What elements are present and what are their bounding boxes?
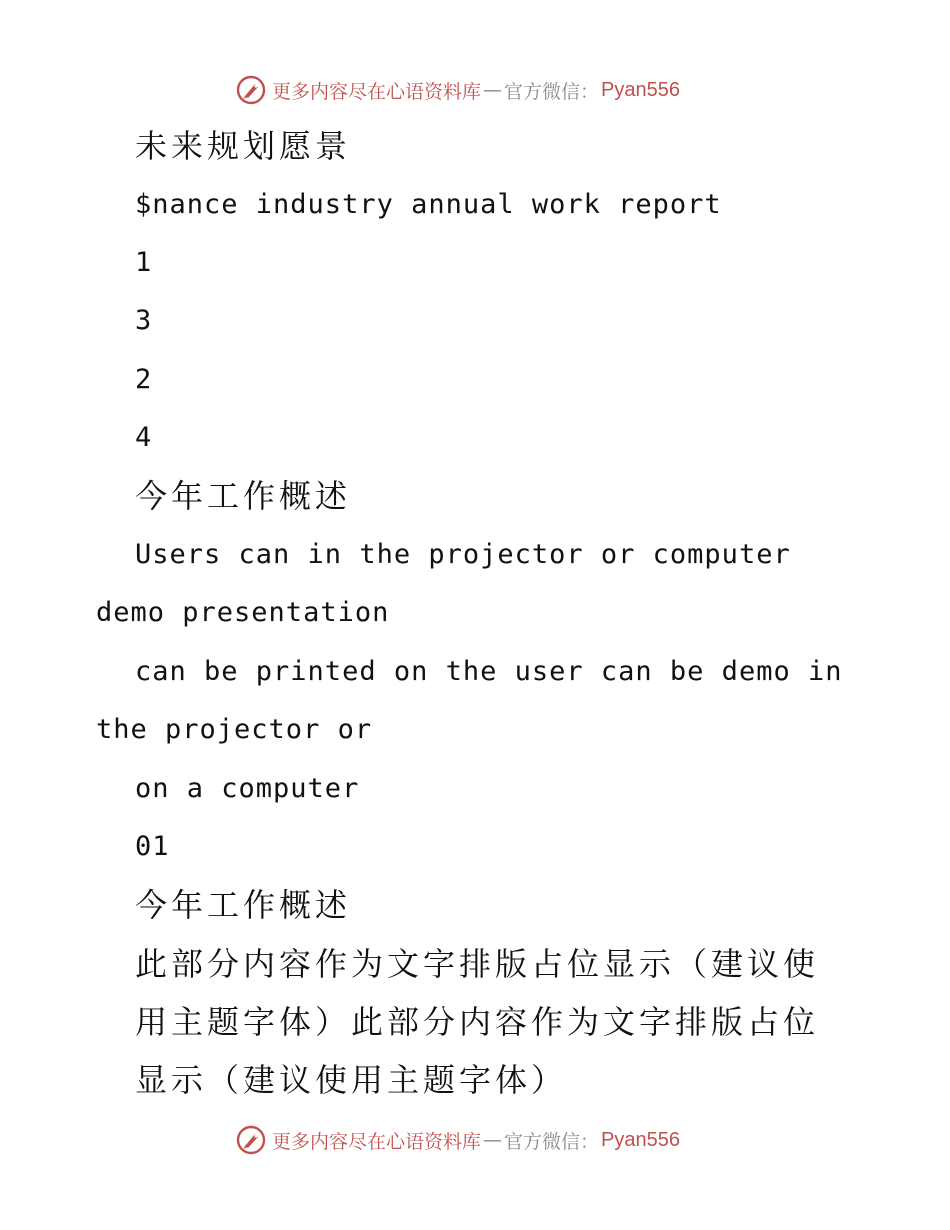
number-item-4: 4 <box>135 422 153 453</box>
header-watermark <box>236 74 680 106</box>
watermark-brand-text: 更多内容尽在心语资料库 <box>272 1130 482 1153</box>
heading-annual-overview: 今年工作概述 <box>135 477 352 515</box>
heading-future-vision: 未来规划愿景 <box>135 127 352 165</box>
watermark-label: 官方微信： <box>504 1130 600 1153</box>
paragraph-line: Users can in the projector or computer <box>135 539 791 570</box>
watermark-label: 官方微信： <box>504 80 600 103</box>
paragraph-line: on a computer <box>135 773 360 804</box>
subtitle-report: $nance industry annual work report <box>135 189 722 220</box>
paragraph-line: can be printed on the user can be demo in <box>135 656 843 687</box>
watermark-account: Pyan556 <box>601 1128 680 1151</box>
footer-watermark <box>236 1124 680 1156</box>
number-item-3: 3 <box>135 305 153 336</box>
heading-annual-overview-2: 今年工作概述 <box>135 886 352 924</box>
placeholder-text-line: 用主题字体）此部分内容作为文字排版占位 <box>135 1003 820 1041</box>
placeholder-text-line: 此部分内容作为文字排版占位显示（建议使 <box>135 945 820 983</box>
watermark-account: Pyan556 <box>601 78 680 101</box>
pen-nib-logo-icon <box>236 1125 266 1155</box>
paragraph-line: the projector or <box>96 714 373 745</box>
number-item-2: 2 <box>135 364 153 395</box>
paragraph-line: demo presentation <box>96 597 390 628</box>
watermark-brand-text: 更多内容尽在心语资料库 <box>272 80 482 103</box>
watermark-dash: — <box>483 1129 503 1151</box>
watermark-dash: — <box>483 79 503 101</box>
number-item-1: 1 <box>135 247 153 278</box>
placeholder-text-line: 显示（建议使用主题字体） <box>135 1061 568 1099</box>
section-number: 01 <box>135 831 170 862</box>
pen-nib-logo-icon <box>236 75 266 105</box>
